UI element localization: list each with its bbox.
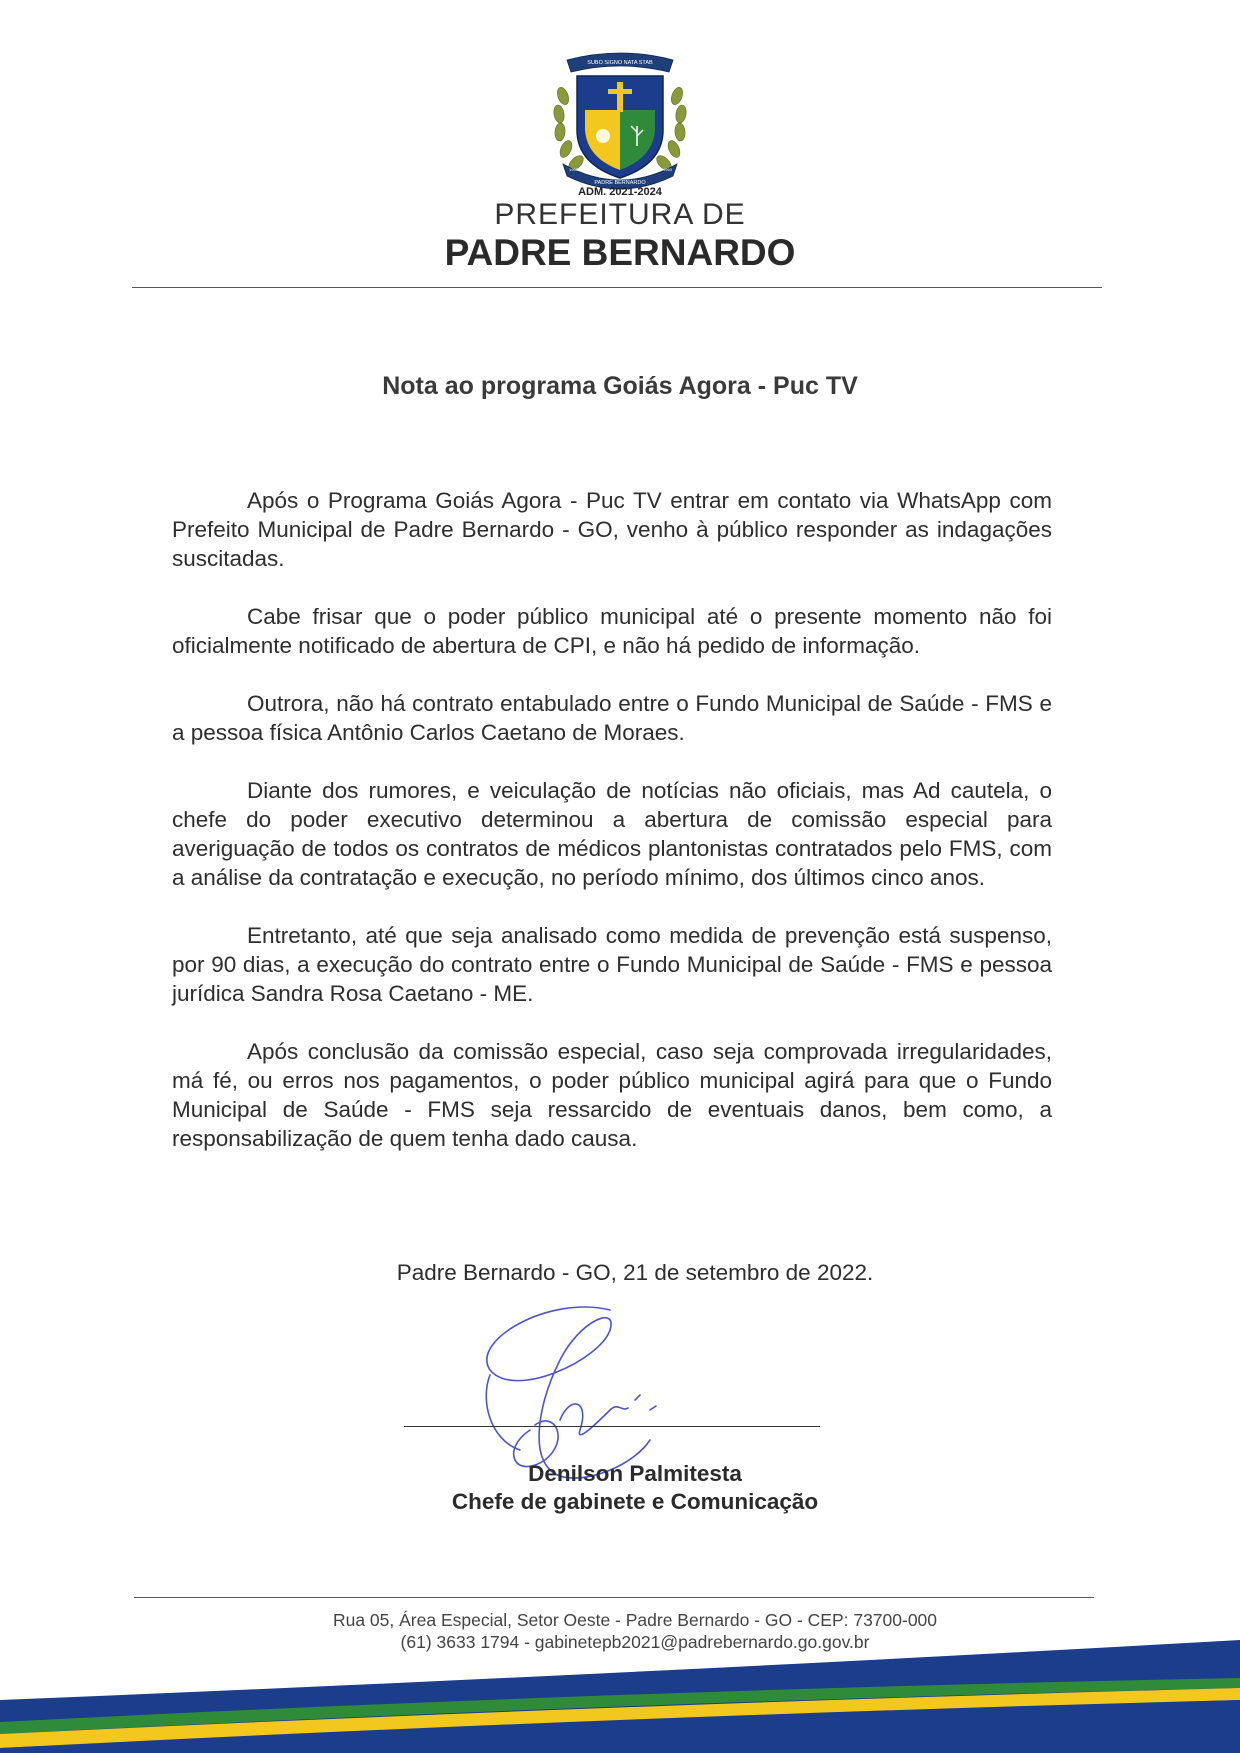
footer-address: Rua 05, Área Especial, Setor Oeste - Padre Bernardo - GO - CEP: 73700-000 — [332, 1610, 938, 1630]
signer-role: Chefe de gabinete e Comunicação — [451, 1489, 819, 1514]
crest-year-left: 1963 — [569, 167, 578, 172]
crest-motto-text: SUBO SIGNO NATA STAB — [587, 60, 653, 66]
signature-line — [404, 1426, 820, 1427]
signer-name: Denilson Palmitesta — [528, 1461, 742, 1486]
paragraph: Diante dos rumores, e veiculação de notícias não oficiais, mas Ad cautela, o chefe do poder executivo determinou a abertura de comissão especial para averiguação de todos os contratos de médicos plantonistas contratados pelo FMS, com a análise da contratação e execução, no período mínimo, dos últimos cinco anos. — [172, 778, 1052, 890]
footer-contact: (61) 3633 1794 - gabinetepb2021@padrebernardo.go.gov.br — [400, 1632, 870, 1652]
crest-year-right: 1963 — [663, 167, 672, 172]
paragraph: Após conclusão da comissão especial, caso seja comprovada irregularidades, má fé, ou erros nos pagamentos, o poder público municipal agirá para que o Fundo Municipal de Saúde - FMS seja ressarcido de eventuais danos, bem como, a responsabilização de quem tenha dado causa. — [172, 1039, 1052, 1151]
administration-period: ADM. 2021-2024 — [578, 186, 662, 198]
paragraph: Após o Programa Goiás Agora - Puc TV entrar em contato via WhatsApp com Prefeito Municipal de Padre Bernardo - GO, venho à público responder as indagações suscitadas. — [172, 488, 1052, 571]
place-and-date: Padre Bernardo - GO, 21 de setembro de 2022. — [396, 1260, 874, 1285]
municipality-name: PADRE BERNARDO — [444, 232, 796, 273]
footer-divider — [134, 1597, 1094, 1598]
document-title: Nota ao programa Goiás Agora - Puc TV — [382, 372, 858, 400]
prefecture-label: PREFEITURA DE — [494, 198, 746, 231]
municipal-crest-logo — [545, 46, 695, 196]
header-divider — [132, 287, 1102, 288]
crest-ribbon-text: PADRE BERNARDO — [594, 180, 646, 186]
document-body — [172, 486, 1052, 1182]
paragraph: Outrora, não há contrato entabulado entre o Fundo Municipal de Saúde - FMS e a pessoa física Antônio Carlos Caetano de Moraes. — [172, 691, 1052, 745]
paragraph: Entretanto, até que seja analisado como medida de prevenção está suspenso, por 90 dias, a execução do contrato entre o Fundo Municipal de Saúde - FMS e pessoa jurídica Sandra Rosa Caetano - ME. — [172, 923, 1052, 1006]
paragraph: Cabe frisar que o poder público municipal até o presente momento não foi oficialmente notificado de abertura de CPI, e não há pedido de informação. — [172, 604, 1052, 658]
